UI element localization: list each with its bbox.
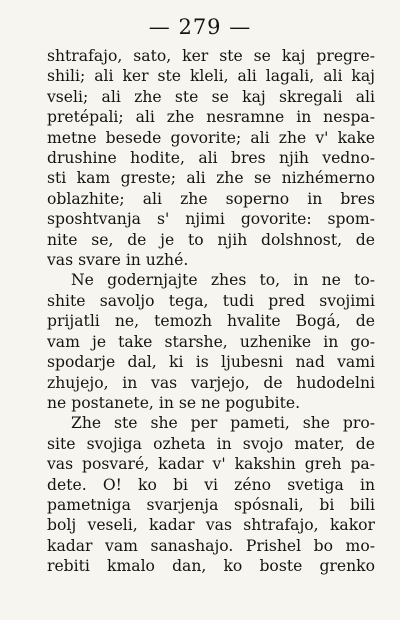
text-line: sposhtvanja s' njimi govorite: spom- xyxy=(47,210,375,229)
text-line: Zhe ste she per pameti, she pro- xyxy=(71,414,375,433)
text-line: ne postanete, in se ne pogubite. xyxy=(47,393,301,412)
text-line: kadar vam sanashajo. Prishel bo mo- xyxy=(47,536,375,555)
text-line: vas posvaré, kadar v' kakshin greh pa- xyxy=(47,455,375,474)
text-line: zhujejo, in vas varjejo, de hudodelni xyxy=(47,373,375,392)
text-line: drushine hodite, ali bres njih vedno- xyxy=(47,149,375,168)
paragraph xyxy=(47,270,375,413)
paragraph xyxy=(47,413,375,576)
page-number: — 279 — xyxy=(148,15,252,39)
text-line: rebiti kmalo dan, ko boste grenko xyxy=(47,557,375,576)
text-line: spodarje dal, ki is ljubesni nad vami xyxy=(47,353,375,372)
text-line: prijatli ne, temozh hvalite Bogá, de xyxy=(47,312,375,331)
text-line: shtrafajo, sato, ker ste se kaj pregre- xyxy=(47,47,375,65)
text-line: vseli; ali zhe ste se kaj skregali ali xyxy=(47,87,375,106)
text-line: metne besede govorite; ali zhe v' kake xyxy=(47,128,375,147)
text-line: Ne godernjajte zhes to, in ne to- xyxy=(71,271,375,290)
text-line: pretépali; ali zhe nesramne in nespa- xyxy=(47,108,375,127)
text-line: nite se, de je to njih dolshnost, de xyxy=(47,230,375,249)
text-line: bolj veseli, kadar vas shtrafajo, kakor xyxy=(47,516,375,535)
text-line: vam je take starshe, uzhenike in go- xyxy=(47,332,375,351)
text-line: shili; ali ker ste kleli, ali lagali, ali kaj xyxy=(47,67,375,86)
text-line: site svojiga ozheta in svojo mater, de xyxy=(47,434,375,453)
text-line: sti kam greste; ali zhe se nizhémerno xyxy=(47,169,375,188)
text-line: pametniga svarjenja spósnali, bi bili xyxy=(47,495,375,514)
text-line: dete. O! ko bi vi zéno svetiga in xyxy=(47,475,375,494)
text-line: shite savoljo tega, tudi pred svojimi xyxy=(47,291,375,310)
paragraph xyxy=(47,46,375,270)
body-text xyxy=(47,46,375,577)
text-line: oblazhite; ali zhe soperno in bres xyxy=(47,189,375,208)
text-line: vas svare in uzhé. xyxy=(47,251,189,270)
